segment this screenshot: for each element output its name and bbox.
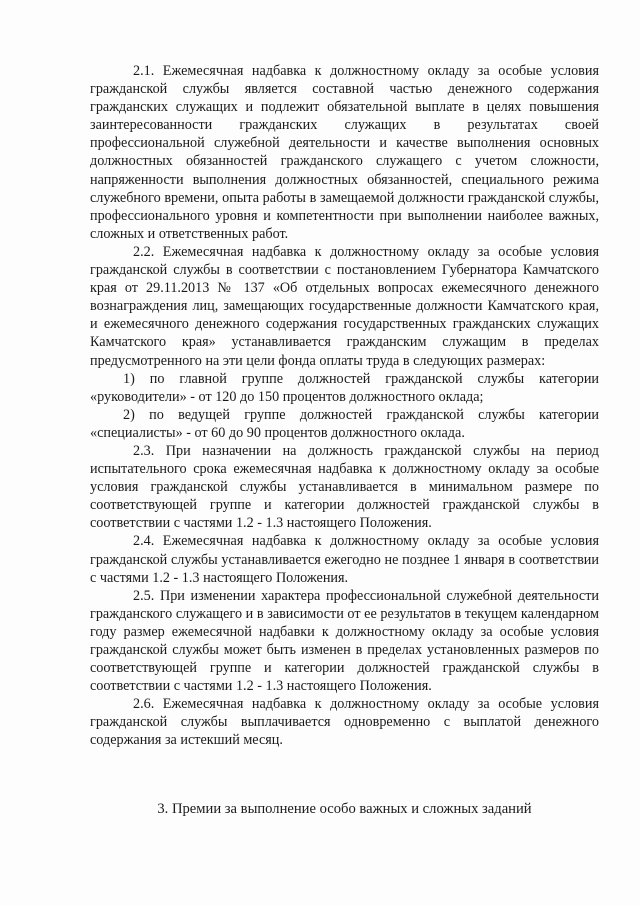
document-body	[90, 62, 599, 750]
paragraph-2-4: 2.4. Ежемесячная надбавка к должностному окладу за особые условия гражданской службы устанавливается ежегодно не позднее 1 января в соответствии с частями 1.2 - 1.3 настоящего Положения.	[90, 533, 599, 586]
paragraph-2-6: 2.6. Ежемесячная надбавка к должностному окладу за особые условия гражданской службы выплачивается одновременно с выплатой денежного содержания за истекший месяц.	[90, 696, 599, 749]
section-heading: 3. Премии за выполнение особо важных и сложных заданий	[157, 801, 532, 817]
list-item-2: 2) по ведущей группе должностей гражданской службы категории «специалисты» - от 60 до 90 процентов должностного оклада.	[90, 406, 599, 441]
paragraph-2-2: 2.2. Ежемесячная надбавка к должностному окладу за особые условия гражданской службы в соответствии с постановлением Губернатора Камчатского края от 29.11.2013 № 137 «Об отдельных вопросах ежемесячного денежного вознаграждения лиц, замещающих государственные должности Камчатского края, и ежемесячного денежного содержания государственных гражданских служащих Камчатского края» устанавливается гражданским служащим в пределах предусмотренного на эти цели фонда оплаты труда в следующих размерах:	[90, 243, 599, 369]
paragraph-2-3: 2.3. При назначении на должность гражданской службы на период испытательного срока ежемесячная надбавка к должностному окладу за особые условия гражданской службы устанавливается в минимальном размере по соответствующей группе и категории должностей гражданской службы в соответствии с частями 1.2 - 1.3 настоящего Положения.	[90, 442, 599, 532]
paragraph-2-1: 2.1. Ежемесячная надбавка к должностному окладу за особые условия гражданской службы является составной частью денежного содержания гражданских служащих и подлежит обязательной выплате в целях повышения заинтересованности гражданских служащих в результатах своей профессиональной служебной деятельности и качестве выполнения основных должностных обязанностей гражданского служащего с учетом сложности, напряженности выполнения должностных обязанностей, специального режима служебного времени, опыта работы в замещаемой должности гражданской службы, профессионального уровня и компетентности при выполнении наиболее важных, сложных и ответственных работ.	[90, 63, 599, 242]
paragraph-2-5: 2.5. При изменении характера профессиональной служебной деятельности гражданского служащего и в зависимости от ее результатов в текущем календарном году размер ежемесячной надбавки к должностному окладу за особые условия гражданской службы может быть изменен в пределах установленных размеров по соответствующей группе и категории должностей гражданской службы в соответствии с частями 1.2 - 1.3 настоящего Положения.	[90, 587, 599, 695]
list-item-1: 1) по главной группе должностей гражданской службы категории «руководители» - от 120 до 150 процентов должностного оклада;	[90, 370, 599, 405]
